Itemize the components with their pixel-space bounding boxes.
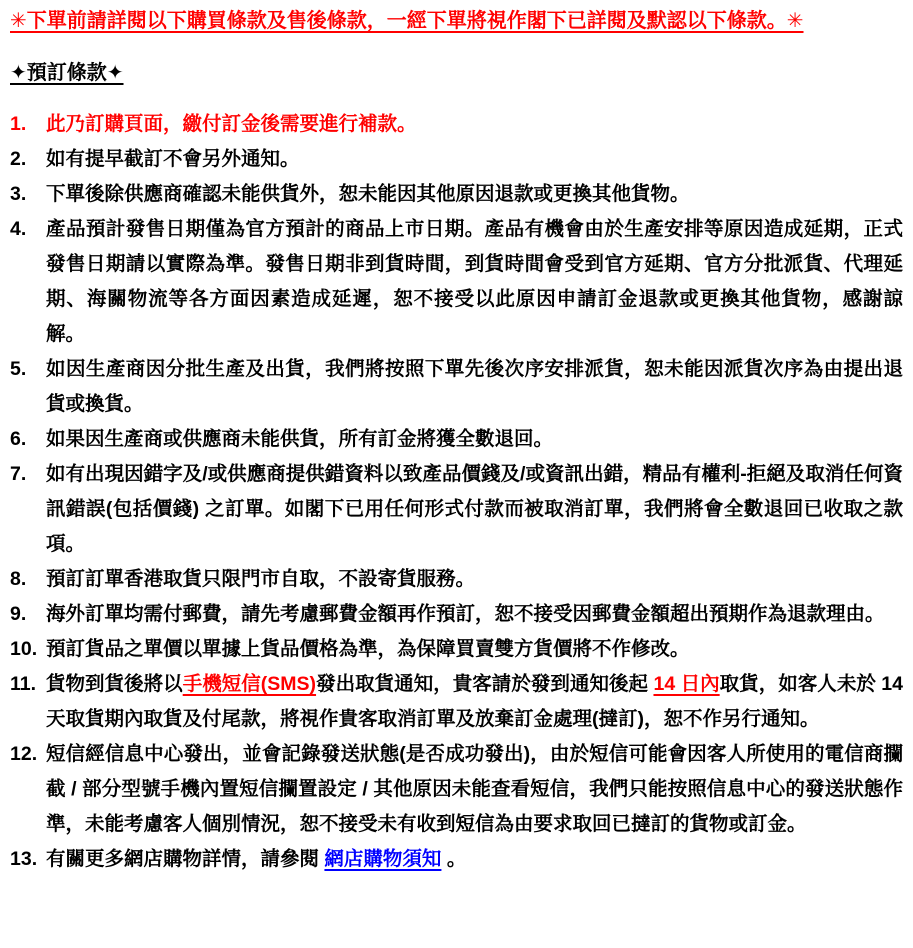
term-number: 11. [10,673,37,695]
term-text-segment: 發出取貨通知，貴客請於發到通知後起 [316,673,654,695]
term-text [46,842,903,877]
term-number: 2. [10,148,27,170]
term-number: 10. [10,638,38,660]
term-number: 4. [10,218,27,240]
term-text: 產品預計發售日期僅為官方預計的商品上市日期。產品有機會由於生產安排等原因造成延期，正式發售日期請以實際為準。發售日期非到貨時間，到貨時間會受到官方延期、官方分批派貨、代理延期、海關物流等各方面因素造成延遲，恕不接受以此原因申請訂金退款或更換其他貨物，感謝諒解。 [46,218,903,345]
pickup-deadline-highlight: 14 日內 [653,673,720,695]
term-item-1 [10,107,903,142]
term-item-12 [10,737,903,842]
term-number: 8. [10,568,27,590]
term-number: 7. [10,463,27,485]
term-text: 海外訂單均需付郵費，請先考慮郵費金額再作預訂，恕不接受因郵費金額超出預期作為退款理由。 [46,603,885,625]
term-text: 下單後除供應商確認未能供貨外，恕未能因其他原因退款或更換其他貨物。 [46,183,690,205]
term-text: 如有提早截訂不會另外通知。 [46,148,300,170]
term-number: 1. [10,113,27,135]
term-item-2 [10,142,903,177]
sms-notice-highlight: 手機短信(SMS) [182,673,317,695]
term-item-7 [10,457,903,562]
term-item-4 [10,212,903,352]
term-text-segment: 有關更多網店購物詳情，請參閱 [46,848,325,870]
term-text: 如因生產商因分批生產及出貨，我們將按照下單先後次序安排派貨，恕未能因派貨次序為由提出退貨或換貨。 [46,358,903,415]
term-text: 短信經信息中心發出，並會記錄發送狀態(是否成功發出)，由於短信可能會因客人所使用的電信商攔截 / 部分型號手機內置短信攔置設定 / 其他原因未能查看短信，我們只能按照信息中心的發送狀態作準，未能考慮客人個別情況，恕不接受未有收到短信為由要求取回已撻訂的貨物或訂金。 [46,743,903,835]
term-text: 此乃訂購頁面，繳付訂金後需要進行補款。 [46,113,417,135]
term-item-13 [10,842,903,877]
term-text: 預訂訂單香港取貨只限門市自取，不設寄貨服務。 [46,568,476,590]
term-text: 預訂貨品之單價以單據上貨品價格為準，為保障買賣雙方貨價將不作修改。 [46,638,690,660]
term-text: 如果因生產商或供應商未能供貨，所有訂金將獲全數退回。 [46,428,554,450]
term-item-6 [10,422,903,457]
term-number: 13. [10,848,38,870]
term-text: 如有出現因錯字及/或供應商提供錯資料以致產品價錢及/或資訊出錯，精品有權利-拒絕及取消任何資訊錯誤(包括價錢) 之訂單。如閣下已用任何形式付款而被取消訂單，我們將會全數退回已收取之款項。 [46,463,903,555]
term-number: 6. [10,428,27,450]
term-item-8 [10,562,903,597]
term-text-segment: 。 [441,848,467,870]
shop-guide-link[interactable]: 網店購物須知 [324,848,442,870]
term-text-segment: 貨物到貨後將以 [46,673,183,695]
term-text-segment: 取貨，如客人未於 14 天取貨期內取貨及付尾款，將視作貴客取消訂單及放棄訂金處理(撻訂)，恕不作另行通知。 [46,673,903,730]
term-item-11 [10,667,903,737]
term-number: 9. [10,603,27,625]
term-item-10 [10,632,903,667]
term-item-5 [10,352,903,422]
term-number: 12. [10,743,38,765]
section-title-preorder-terms: ✦預訂條款✦ [10,62,124,84]
term-number: 3. [10,183,27,205]
term-item-3 [10,177,903,212]
term-number: 5. [10,358,27,380]
term-item-9 [10,597,903,632]
terms-list [10,107,903,877]
term-text [46,667,903,737]
terms-banner: ✳下單前請詳閱以下購買條款及售後條款，一經下單將視作閣下已詳閱及默認以下條款。✳ [10,10,804,32]
